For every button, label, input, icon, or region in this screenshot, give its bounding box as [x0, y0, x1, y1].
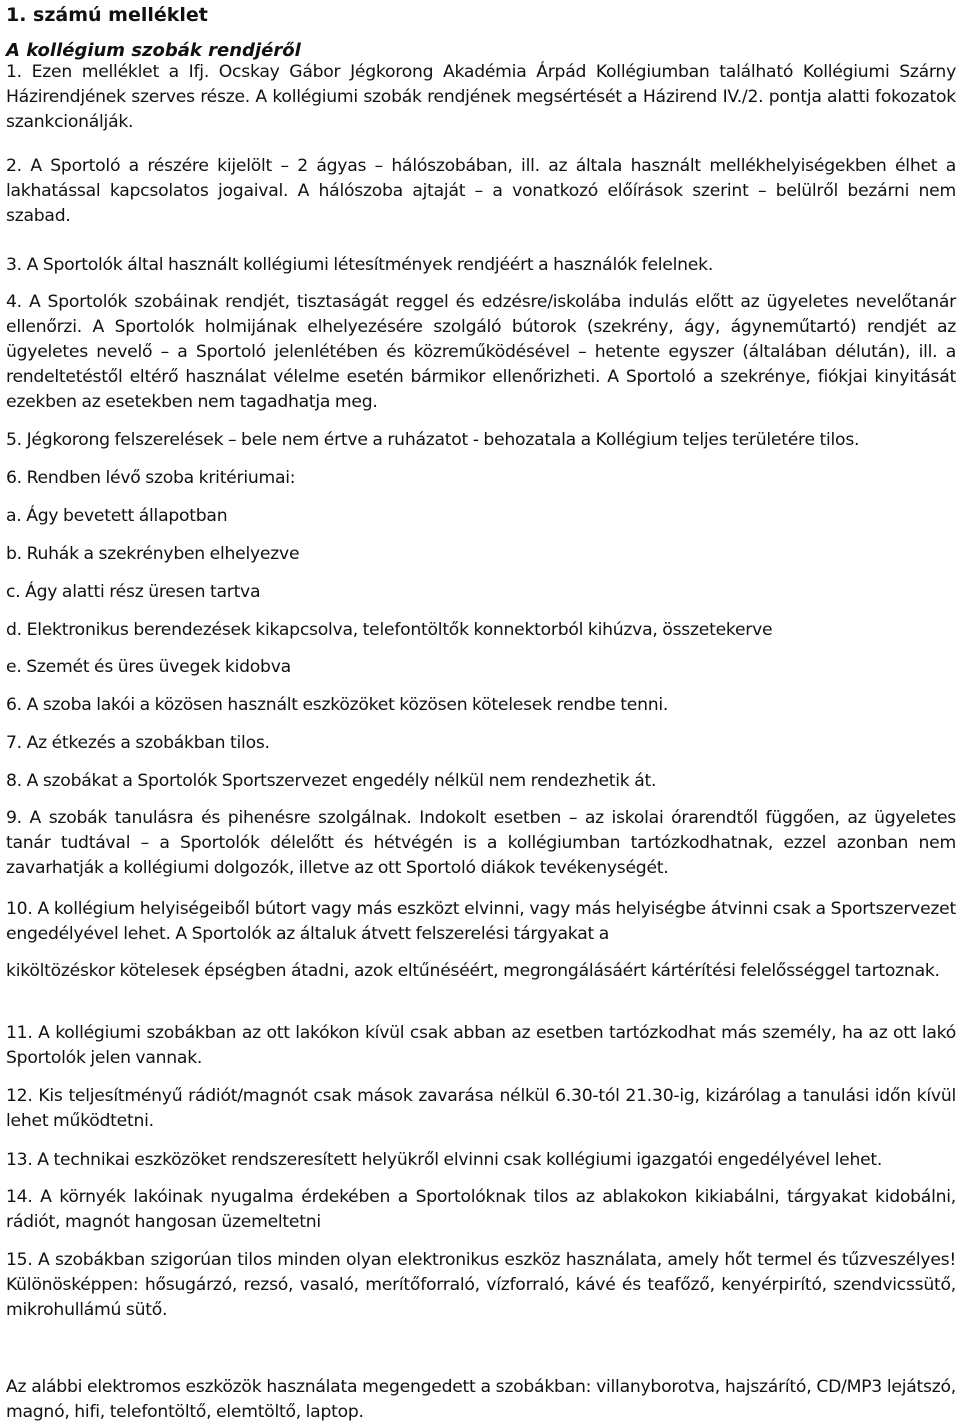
paragraph-15: 15. A szobákban szigorúan tilos minden olyan elektronikus eszköz használata, amely hőt termel és tűzveszélyes! Különösképpen: hősugárzó, rezsó, vasaló, merítőforraló, vízforraló, kávé és teafőző, kenyérpirító, szendvicssütő, mikrohullámú sütő. [6, 1250, 956, 1320]
paragraph-10: 10. A kollégium helyiségeiből bútort vagy más eszközt elvinni, vagy más helyiségbe átvinni csak a Sportszervezet engedélyével lehet. A Sportolók az általuk átvett felszerelési tárgyakat a [6, 899, 956, 944]
paragraph-10-continued: kiköltözéskor kötelesek épségben átadni, azok eltűnéséért, megrongálásáért kártérítési felelősséggel tartoznak. [6, 961, 940, 981]
criterion-c: c. Ágy alatti rész üresen tartva [6, 582, 261, 602]
criterion-e: e. Szemét és üres üvegek kidobva [6, 657, 291, 677]
paragraph-9: 9. A szobák tanulásra és pihenésre szolgálnak. Indokolt esetben – az iskolai órarendtől függően, az ügyeletes tanár tudtával – a Sportolók délelőtt és hétvégén is a kollégiumban tartózkodhatnak, ezzel azonban nem zavarhatják a kollégiumi dolgozók, illetve az ott Sportoló diákok tevékenységét. [6, 808, 956, 878]
paragraph-12: 12. Kis teljesítményű rádiót/magnót csak mások zavarása nélkül 6.30-tól 21.30-ig, kizárólag a tanulási időn kívül lehet működtetni. [6, 1086, 956, 1131]
paragraph-3: 3. A Sportolók által használt kollégiumi létesítmények rendjéért a használók felelnek. [6, 255, 714, 275]
paragraph-8: 8. A szobákat a Sportolók Sportszervezet engedély nélkül nem rendezhetik át. [6, 771, 657, 791]
paragraph-2: 2. A Sportoló a részére kijelölt – 2 ágyas – hálószobában, ill. az általa használt mellékhelyiségekben élhet a lakhatással kapcsolatos jogaival. A hálószoba ajtaját – a vonatkozó előírások szerint – belülről bezárni nem szabad. [6, 156, 956, 226]
paragraph-4: 4. A Sportolók szobáinak rendjét, tisztaságát reggel és edzésre/iskolába indulás előtt az ügyeletes nevelőtanár ellenőrzi. A Sportolók holmijának elhelyezésére szolgáló bútorok (szekrény, ágy, ágyneműtartó) rendjét az ügyeletes nevelő – a Sportoló jelenlétében és közreműködésével – hetente egyszer (általában délután), ill. a rendeltetéstől eltérő használat vélelme esetén bármikor ellenőrizheti. A Sportoló a szekrénye, fiókjai kinyitását ezekben az esetekben nem tagadhatja meg. [6, 292, 956, 412]
criterion-d: d. Elektronikus berendezések kikapcsolva, telefontöltők konnektorból kihúzva, összetekerve [6, 620, 773, 640]
paragraph-11: 11. A kollégiumi szobákban az ott lakókon kívül csak abban az esetben tartózkodhat más személy, ha az ott lakó Sportolók jelen vannak. [6, 1023, 956, 1068]
criterion-b: b. Ruhák a szekrényben elhelyezve [6, 544, 300, 564]
paragraph-1: 1. Ezen melléklet a Ifj. Ocskay Gábor Jégkorong Akadémia Árpád Kollégiumban található Kollégiumi Szárny Házirendjének szerves része. A kollégiumi szobák rendjének megsértését a Házirend IV./2. pontja alatti fokozatok szankcionálják. [6, 62, 956, 132]
document-subheading: A kollégium szobák rendjéről [6, 40, 301, 61]
criterion-a: a. Ágy bevetett állapotban [6, 506, 228, 526]
paragraph-14: 14. A környék lakóinak nyugalma érdekében a Sportolóknak tilos az ablakokon kikiabálni, tárgyakat kidobálni, rádiót, magnót hangosan üzemeltetni [6, 1187, 956, 1232]
document-heading: 1. számú melléklet [6, 4, 208, 26]
paragraph-6b: 6. A szoba lakói a közösen használt eszközöket közösen kötelesek rendbe tenni. [6, 695, 669, 715]
paragraph-13: 13. A technikai eszközöket rendszeresített helyükről elvinni csak kollégiumi igazgatói engedélyével lehet. [6, 1150, 883, 1170]
paragraph-7: 7. Az étkezés a szobákban tilos. [6, 733, 270, 753]
allowed-devices-paragraph: Az alábbi elektromos eszközök használata megengedett a szobákban: villanyborotva, hajszárító, CD/MP3 lejátszó, magnó, hifi, telefontöltő, elemtöltő, laptop. [6, 1377, 956, 1422]
paragraph-5: 5. Jégkorong felszerelések – bele nem értve a ruházatot - behozatala a Kollégium teljes területére tilos. [6, 430, 860, 450]
paragraph-6: 6. Rendben lévő szoba kritériumai: [6, 468, 296, 488]
